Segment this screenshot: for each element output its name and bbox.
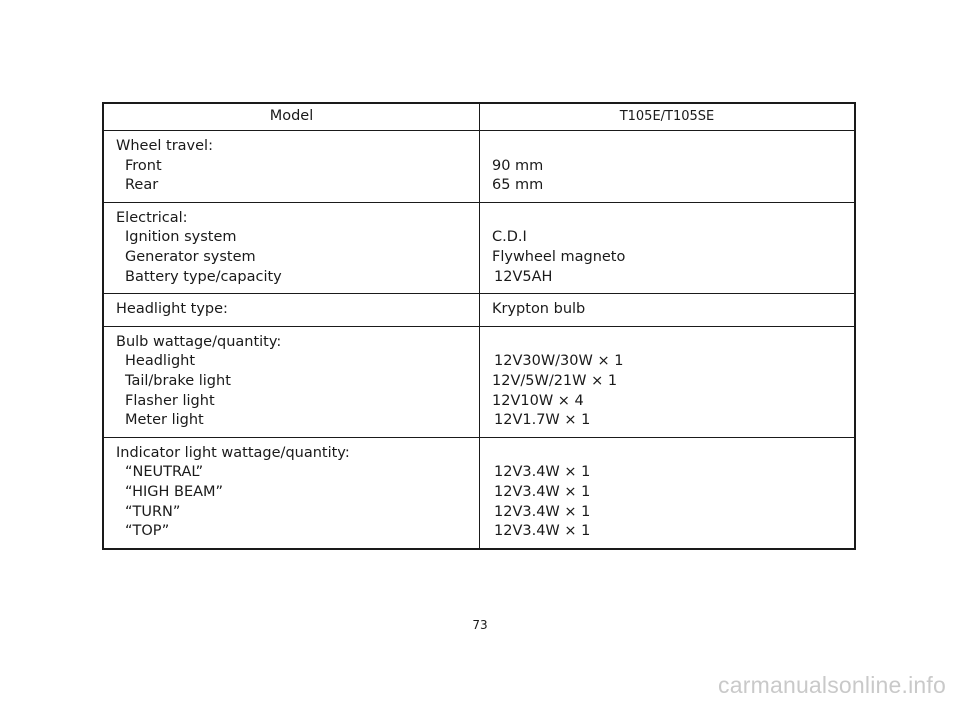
item-label: Front: [125, 157, 162, 174]
item-value: 12V/5W/21W × 1: [492, 372, 618, 389]
row-values: [480, 294, 854, 326]
item-label: “NEUTRAL”: [125, 464, 204, 481]
item-label: Tail/brake light: [125, 372, 231, 389]
blank-line: [492, 137, 854, 157]
table-row-bulb-wattage: [104, 326, 854, 437]
blank-line: [492, 209, 854, 229]
table-row-indicator-wattage: [104, 437, 854, 548]
row-title: Electrical:: [116, 209, 188, 226]
row-labels: [104, 294, 480, 326]
item-label: Meter light: [125, 412, 204, 429]
item-value: 12V30W/30W × 1: [494, 353, 624, 370]
row-values: [480, 438, 854, 548]
item-value: Krypton bulb: [492, 301, 586, 318]
row-title: Indicator light wattage/quantity:: [116, 444, 350, 461]
item-label: Rear: [125, 177, 159, 194]
item-value: 90 mm: [492, 157, 544, 174]
row-values: [480, 203, 854, 293]
item-value: C.D.I: [492, 229, 527, 246]
spec-table: [102, 102, 856, 550]
item-value: 12V3.4W × 1: [494, 503, 591, 520]
row-labels: [104, 131, 480, 202]
item-label: “TOP”: [125, 523, 170, 540]
table-row-wheel-travel: [104, 130, 854, 202]
blank-line: [492, 333, 854, 353]
item-value: 12V3.4W × 1: [494, 483, 591, 500]
row-values: [480, 131, 854, 202]
model-header-value: T105E/T105SE: [619, 109, 715, 125]
row-title: Headlight type:: [116, 301, 228, 318]
item-label: Headlight: [125, 353, 196, 370]
table-header-row: [104, 104, 854, 130]
row-title: Bulb wattage/quantity:: [116, 333, 282, 350]
item-label: “HIGH BEAM”: [125, 483, 224, 500]
item-label: “TURN”: [125, 503, 181, 520]
item-label: Generator system: [125, 248, 256, 265]
row-title: Wheel travel:: [116, 138, 213, 154]
row-values: [480, 327, 854, 437]
item-value: Flywheel magneto: [492, 248, 626, 265]
row-labels: [104, 327, 480, 437]
item-label: Flasher light: [125, 392, 215, 409]
item-label: Ignition system: [125, 229, 237, 246]
item-value: 12V10W × 4: [492, 392, 584, 409]
model-header-label: Model: [104, 104, 480, 130]
watermark: carmanualsonline.info: [718, 672, 946, 698]
item-label: Battery type/capacity: [125, 268, 282, 285]
page-number: 73: [472, 618, 488, 632]
item-value: 65 mm: [492, 177, 544, 194]
blank-line: [492, 444, 854, 464]
table-row-headlight-type: [104, 293, 854, 326]
item-value: 12V3.4W × 1: [494, 464, 591, 481]
item-value: 12V1.7W × 1: [494, 412, 591, 429]
item-value: 12V3.4W × 1: [494, 523, 591, 540]
table-row-electrical: [104, 202, 854, 293]
item-value: 12V5AH: [494, 268, 553, 285]
row-labels: [104, 438, 480, 548]
row-labels: [104, 203, 480, 293]
